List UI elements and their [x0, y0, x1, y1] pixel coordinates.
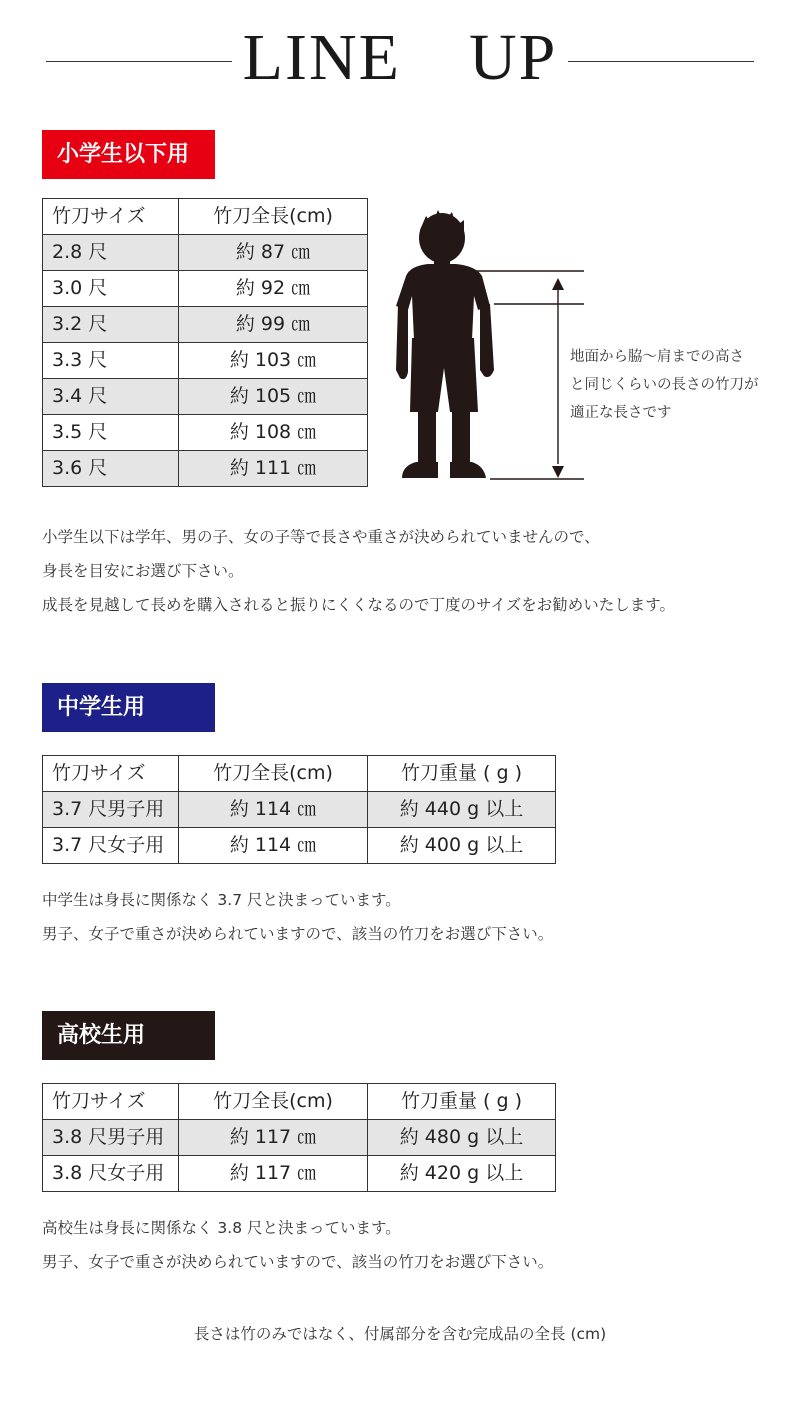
- figure-caption-line: 地面から脇～肩までの高さ: [570, 349, 744, 365]
- size-cell: 3.6 尺: [43, 451, 179, 487]
- weight-cell: 約 420 g 以上: [368, 1156, 556, 1192]
- table-header-row: [43, 756, 556, 792]
- length-cell: 約 111 ㎝: [179, 451, 368, 487]
- size-cell: 3.8 尺男子用: [43, 1120, 179, 1156]
- table-header-row: [43, 1084, 556, 1120]
- high-school-notes: [42, 1211, 553, 1279]
- header-length: 竹刀全長(cm): [179, 199, 368, 235]
- length-cell: 約 99 ㎝: [179, 307, 368, 343]
- weight-cell: 約 400 g 以上: [368, 828, 556, 864]
- size-cell: 2.8 尺: [43, 235, 179, 271]
- header-size: 竹刀サイズ: [43, 1084, 179, 1120]
- size-cell: 3.8 尺女子用: [43, 1156, 179, 1192]
- size-cell: 3.5 尺: [43, 415, 179, 451]
- length-cell: 約 105 ㎝: [179, 379, 368, 415]
- length-cell: 約 103 ㎝: [179, 343, 368, 379]
- header-length: 竹刀全長(cm): [179, 1084, 368, 1120]
- table-row: [43, 1156, 556, 1192]
- note-line: 身長を目安にお選び下さい。: [42, 562, 244, 580]
- note-line: 男子、女子で重さが決められていますので、該当の竹刀をお選び下さい。: [42, 1253, 554, 1271]
- junior-high-size-table: [42, 755, 556, 864]
- figure-caption-line: と同じくらいの長さの竹刀が: [570, 377, 759, 393]
- header-weight: 竹刀重量 ( g ): [368, 1084, 556, 1120]
- table-row: [43, 343, 368, 379]
- note-line: 中学生は身長に関係なく 3.7 尺と決まっています。: [42, 891, 401, 909]
- footer-note: 長さは竹のみではなく、付属部分を含む完成品の全長 (cm): [193, 1325, 607, 1343]
- header-weight: 竹刀重量 ( g ): [368, 756, 556, 792]
- title-rule-left: [46, 61, 232, 62]
- elementary-size-table: [42, 198, 368, 487]
- junior-high-notes: [42, 883, 553, 951]
- length-cell: 約 108 ㎝: [179, 415, 368, 451]
- table-row: [43, 307, 368, 343]
- figure-caption-line: 適正な長さです: [570, 405, 672, 421]
- length-cell: 約 114 ㎝: [179, 792, 368, 828]
- size-cell: 3.2 尺: [43, 307, 179, 343]
- length-cell: 約 117 ㎝: [179, 1156, 368, 1192]
- size-cell: 3.7 尺女子用: [43, 828, 179, 864]
- weight-cell: 約 440 g 以上: [368, 792, 556, 828]
- table-row: [43, 415, 368, 451]
- page-header: [0, 18, 800, 98]
- note-line: 高校生は身長に関係なく 3.8 尺と決まっています。: [42, 1219, 401, 1237]
- high-school-size-table: [42, 1083, 556, 1192]
- length-cell: 約 117 ㎝: [179, 1120, 368, 1156]
- header-size: 竹刀サイズ: [43, 756, 179, 792]
- size-cell: 3.0 尺: [43, 271, 179, 307]
- header-length: 竹刀全長(cm): [179, 756, 368, 792]
- table-row: [43, 235, 368, 271]
- page-title: LINE UP: [242, 21, 558, 94]
- size-cell: 3.4 尺: [43, 379, 179, 415]
- table-row: [43, 828, 556, 864]
- table-row: [43, 792, 556, 828]
- table-header-row: [43, 199, 368, 235]
- elementary-badge: 小学生以下用: [42, 130, 215, 179]
- high-school-badge: 高校生用: [42, 1011, 215, 1060]
- figure-caption: [570, 343, 759, 427]
- length-cell: 約 92 ㎝: [179, 271, 368, 307]
- table-row: [43, 1120, 556, 1156]
- note-line: 小学生以下は学年、男の子、女の子等で長さや重さが決められていませんので、: [42, 528, 600, 546]
- junior-high-badge: 中学生用: [42, 683, 215, 732]
- size-cell: 3.7 尺男子用: [43, 792, 179, 828]
- size-cell: 3.3 尺: [43, 343, 179, 379]
- note-line: 成長を見越して長めを購入されると振りにくくなるので丁度のサイズをお勧めいたします。: [42, 596, 676, 614]
- weight-cell: 約 480 g 以上: [368, 1120, 556, 1156]
- title-rule-right: [568, 61, 754, 62]
- length-cell: 約 114 ㎝: [179, 828, 368, 864]
- header-size: 竹刀サイズ: [43, 199, 179, 235]
- table-row: [43, 451, 368, 487]
- length-cell: 約 87 ㎝: [179, 235, 368, 271]
- table-row: [43, 379, 368, 415]
- note-line: 男子、女子で重さが決められていますので、該当の竹刀をお選び下さい。: [42, 925, 554, 943]
- elementary-notes: [42, 520, 675, 622]
- child-silhouette-icon: [396, 210, 494, 478]
- table-row: [43, 271, 368, 307]
